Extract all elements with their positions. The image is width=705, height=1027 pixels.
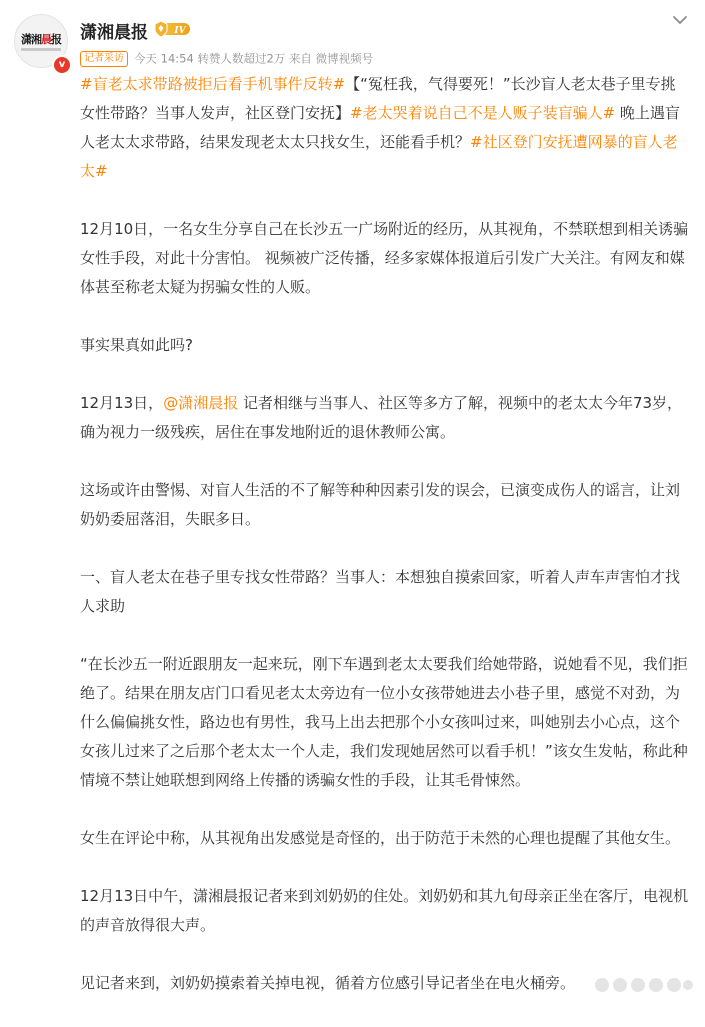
paragraph: 女生在评论中称，从其视角出发感觉是奇怪的，出于防范于未然的心理也提醒了其他女生。 [80, 829, 681, 847]
account-name[interactable]: 潇湘晨报 [80, 23, 148, 43]
avatar-logo-subline [21, 48, 61, 51]
post-body [80, 70, 690, 1027]
paragraph: 这场或许由警惕、对盲人生活的不了解等种种因素引发的误会，已演变成伤人的谣言，让刘奶奶委屈落泪，失眠多日。 [80, 481, 681, 528]
post-header [0, 0, 705, 80]
post-time[interactable]: 今天 14:54 [134, 51, 194, 66]
headline-text: 晚上遇盲人老太太求带路，结果发现老太太只找女生，还能看手机？ [80, 104, 680, 151]
paragraph: “在长沙五一附近跟朋友一起来玩，刚下车遇到老太太要我们给她带路，说她看不见，我们拒绝了。结果在朋友店门口看见老太太旁边有一位小女孩带她进去小巷子里，感觉不对劲，为什么偏偏挑女性，路边也有男性，我马上出去把那个小女孩叫过来，叫她别去小心点，这个女孩儿过来了之后那个老太太一个人走，我们发现她居然可以看手机！”该女生发帖，称此种情境不禁让她联想到网络上传播的诱骗女性的手段，让其毛骨悚然。 [80, 655, 688, 789]
verified-badge-icon: v [52, 55, 72, 75]
chevron-down-icon[interactable] [670, 10, 690, 30]
mention-link[interactable]: @潇湘晨报 [163, 394, 239, 412]
avatar-logo: 潇湘晨报 [21, 33, 61, 46]
hashtag-link[interactable]: #社区登门安抚遭网暴的盲人老太# [80, 133, 678, 180]
hashtag-link[interactable]: #老太哭着说自己不是人贩子装盲骗人# [350, 104, 616, 122]
level-badge-text: IV [174, 26, 186, 36]
paragraph: 12月13日，@潇湘晨报 记者相继与当事人、社区等多方了解，视频中的老太太今年73岁，确为视力一级残疾，居住在事发地附近的退休教师公寓。 [80, 394, 683, 441]
image-loading-dots-icon [594, 975, 694, 995]
paragraph: 见记者来到，刘奶奶摸索着关掉电视，循着方位感引导记者坐在电火桶旁。 [80, 974, 576, 992]
hashtag-link[interactable]: #盲老太求带路被拒后看手机事件反转# [80, 75, 346, 93]
post-meta [80, 48, 373, 68]
paragraph-headline [80, 70, 690, 186]
repost-count: 转赞人数超过2万 [197, 51, 286, 66]
interview-tag[interactable]: 记者采访 [80, 51, 128, 67]
paragraph: 事实果真如此吗? [80, 336, 193, 354]
post-source[interactable]: 来自 微博视频号 [288, 51, 374, 66]
paragraph: 12月10日，一名女生分享自己在长沙五一广场附近的经历，从其视角，不禁联想到相关诱骗女性手段，对此十分害怕。 视频被广泛传播，经多家媒体报道后引发广大关注。有网友和媒体甚至称老太疑为拐骗女性的人贩。 [80, 220, 689, 296]
headline-text: 【“冤枉我，气得要死！”长沙盲人老太巷子里专挑女性带路？当事人发声，社区登门安抚】 [80, 75, 676, 122]
paragraph: 12月13日中午，潇湘晨报记者来到刘奶奶的住处。刘奶奶和其九旬母亲正坐在客厅，电视机的声音放得很大声。 [80, 887, 689, 934]
level-badge-icon[interactable] [152, 20, 192, 38]
section-heading: 一、盲人老太在巷子里专找女性带路？当事人：本想独自摸索回家，听着人声车声害怕才找人求助 [80, 568, 681, 615]
